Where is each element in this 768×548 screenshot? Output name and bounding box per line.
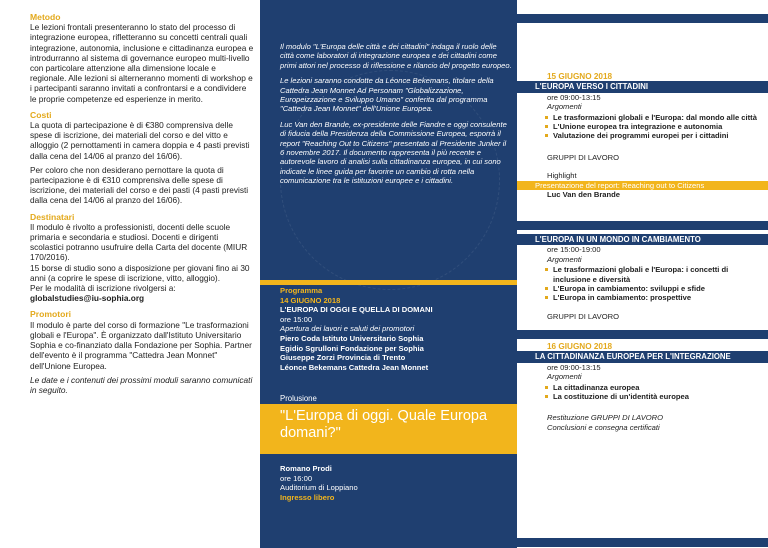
intro-text-3: Luc Van den Brande, ex-presidente delle Fiandre e oggi consulente di fiducia della Presidenza della Commissione Europea, esporrà il report "Reaching Out to Citizens" presentato al Presidente Junker il 6 novembre 2017. Il documento rappresenta il più recente e autorevole lavoro di analisi sulla cittadinanza europea, in cui sono indicate le linee guida per favorire un cambio di rotta nella comunicazione tra le istituzioni europee e i cittadini. <box>280 119 507 186</box>
program-opening: Apertura dei lavori e saluti dei promotori <box>280 324 415 334</box>
list-item: L'Unione europea tra integrazione e autonomia <box>547 122 765 131</box>
costi-text-1: La quota di partecipazione è di €380 comprensiva delle spese di iscrizione, dei materiali del corso e del vitto e alloggio (2 pernottamenti in camera doppia e 4 pasti previsti dalla cena del 14/06 al pranzo del 16/06). <box>30 120 250 161</box>
prolusione-label: Prolusione <box>280 394 317 403</box>
left-column <box>0 0 260 548</box>
day-2 <box>529 342 765 432</box>
program-time: ore 15:00 <box>280 314 313 324</box>
keynote-speaker: Romano Prodi <box>280 464 332 473</box>
metodo-text: Le lezioni frontali presenteranno lo stato del processo di integrazione europea, rifletteranno su concetti centrali quali integrazione, autonomia, inclusione e cittadinanza europea e introdurranno al sistema di governance europeo multi-livello con particolare attenzione alla dimensione locale e regionale. Alle lezioni si alterneranno momenti di workshop e i partecipanti saranno invitati a confrontarsi e a condividere le proprie competenze ed esperienze in merito. <box>30 22 254 104</box>
program-label: Programma <box>280 286 323 295</box>
keynote-time: ore 16:00 <box>280 473 313 483</box>
day-2-restitution: Restituzione GRUPPI DI LAVORO <box>547 413 664 423</box>
day-1-workgroups: GRUPPI DI LAVORO <box>547 152 620 162</box>
program-title: L'EUROPA DI OGGI E QUELLA DI DOMANI <box>280 305 433 315</box>
day-1-afternoon-title: L'EUROPA IN UN MONDO IN CAMBIAMENTO <box>517 234 768 245</box>
day-1-topics <box>529 113 765 141</box>
costi-heading: Costi <box>30 109 52 120</box>
costi-text-2: Per coloro che non desiderano pernottare la quota di partecipazione è di €310 comprensiva delle spese di iscrizione, dei materiali del corso e dei pasti (4 pasti previsti dalla cena del 14/06 al pranzo del 16/06). <box>30 164 249 206</box>
destinatari-text-3: Per le modalità di iscrizione rivolgersi a: <box>30 283 176 294</box>
day-1-date: 15 GIUGNO 2018 <box>547 72 613 81</box>
list-item: Le trasformazioni globali e l'Europa: dal mondo alle città <box>547 113 765 122</box>
destinatari-heading: Destinatari <box>30 211 75 222</box>
destinatari-text-2: 15 borse di studio sono a disposizione per giovani fino ai 30 anni (a coprire le spese di iscrizione, vitto, alloggio). <box>30 262 250 283</box>
promotori-heading: Promotori <box>30 309 72 320</box>
keynote-place: Auditorium di Loppiano <box>280 483 358 493</box>
list-item: Le trasformazioni globali e l'Europa: i concetti di inclusione e diversità <box>547 265 765 284</box>
speaker-2: Egidio Sgrulloni Fondazione per Sophia <box>280 343 424 353</box>
report-presentation: Presentazione del report: Reaching out to Citizens <box>517 181 768 190</box>
program-block <box>280 286 512 372</box>
footnote: Le date e i contenuti dei prossimi moduli saranno comunicati in seguito. <box>30 374 253 395</box>
keynote-block <box>280 464 358 502</box>
gold-divider <box>260 280 517 285</box>
day-2-conclusions: Conclusioni e consegna certificati <box>547 422 660 432</box>
day-1-morning <box>529 72 765 199</box>
day-1-time: ore 09:00-13:15 <box>547 92 601 102</box>
contact-email[interactable]: globalstudies@iu-sophia.org <box>30 293 145 304</box>
destinatari-text-1: Il modulo è rivolto a professionisti, docenti delle scuole primaria e secondaria e studiosi. Docenti e dirigenti scolastici potranno usufruire della Carta del docente (MIUR 170/2016). <box>30 221 248 263</box>
list-item: Valutazione dei programmi europei per i cittadini <box>547 131 765 140</box>
day-2-topics <box>529 383 765 402</box>
day-1-afternoon <box>529 234 765 321</box>
promotori-text: Il modulo è parte del corso di formazione "Le trasformazioni globali e l'Europa". È organizzato dall'Istituto Universitario Sophia e co-finanziato dalla Fondazione per Sophia. Partner dell'evento è il programma "Cattedra Jean Monnet" dell'Unione Europea. <box>30 319 252 371</box>
day-2-date: 16 GIUGNO 2018 <box>547 342 613 351</box>
day-1-title: L'EUROPA VERSO I CITTADINI <box>517 81 768 92</box>
day-2-topics-label: Argomenti <box>547 372 582 382</box>
speaker-1: Piero Coda Istituto Universitario Sophia <box>280 333 424 343</box>
speaker-3: Giuseppe Zorzi Provincia di Trento <box>280 353 406 363</box>
speaker-4: Léonce Bekemans Cattedra Jean Monnet <box>280 362 429 372</box>
day-2-title: LA CITTADINANZA EUROPEA PER L'INTEGRAZIONE <box>517 351 768 362</box>
list-item: L'Europa in cambiamento: prospettive <box>547 293 765 302</box>
intro-text-1: Il modulo "L'Europa delle città e dei cittadini" indaga il ruolo delle città come laboratori di integrazione europea e dei cittadini come primi attori nel processo di riflessione e rilancio del progetto europeo. <box>280 42 512 70</box>
free-entry: Ingresso libero <box>280 492 335 502</box>
intro-block <box>280 42 512 192</box>
report-speaker: Luc Van den Brande <box>547 190 621 200</box>
middle-column <box>260 0 517 548</box>
day-1-topics-label: Argomenti <box>547 102 582 112</box>
list-item: La cittadinanza europea <box>547 383 765 392</box>
day-1-afternoon-topics-label: Argomenti <box>547 254 582 264</box>
day-1-afternoon-time: ore 15:00-19:00 <box>547 245 601 255</box>
lecture-title: "L'Europa di oggi. Quale Europa domani?" <box>260 404 517 454</box>
day-1-afternoon-workgroups: GRUPPI DI LAVORO <box>547 311 620 321</box>
metodo-heading: Metodo <box>30 12 61 22</box>
day-2-time: ore 09:00-13:15 <box>547 362 601 372</box>
right-column <box>517 0 768 548</box>
highlight-label: Highlight <box>547 171 577 181</box>
day-1-afternoon-topics <box>529 265 765 303</box>
list-item: L'Europa in cambiamento: sviluppi e sfide <box>547 284 765 293</box>
program-date: 14 GIUGNO 2018 <box>280 295 341 305</box>
list-item: La costituzione di un'identità europea <box>547 392 765 401</box>
intro-text-2: Le lezioni saranno condotte da Léonce Bekemans, titolare della Cattedra Jean Monnet Ad Personam "Globalizzazione, Europeizzazione e Sviluppo Umano" conferita dal programma "Cattedra Jean Monnet" dell'Unione Europea. <box>280 76 494 114</box>
